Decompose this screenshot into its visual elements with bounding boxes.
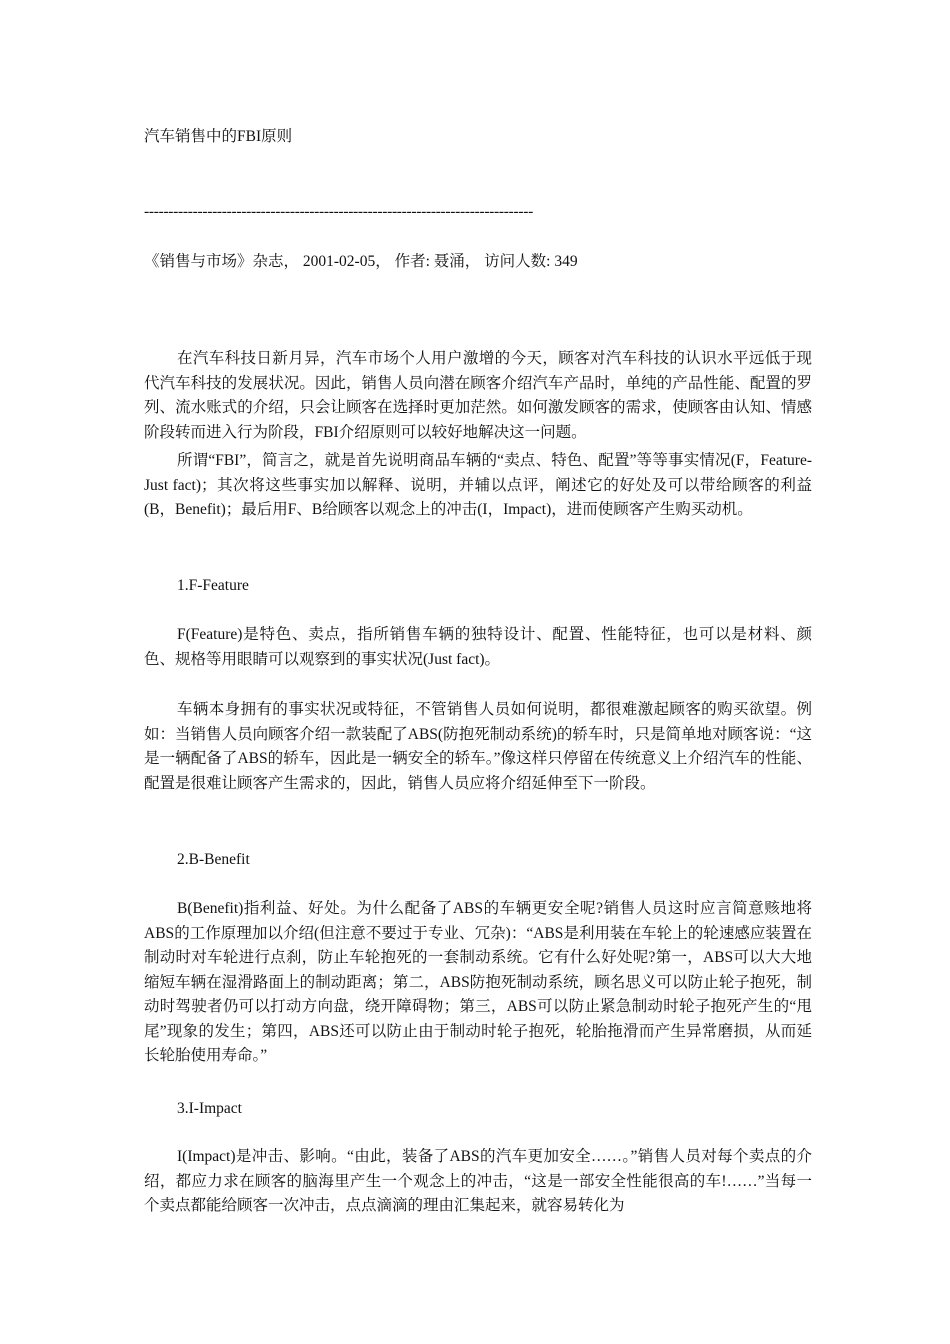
- paragraph-impact-body: I(Impact)是冲击、影响。“由此，装备了ABS的汽车更加安全……。”销售人员对每个卖点的介绍，都应力求在顾客的脑海里产生一个观念上的冲击，“这是一部安全性能很高的车!……”当每一个卖点都能给顾客一次冲击，点点滴滴的理由汇集起来，就容易转化为: [144, 1148, 812, 1214]
- paragraph-feature-definition: F(Feature)是特色、卖点，指所销售车辆的独特设计、配置、性能特征，也可以是材料、颜色、规格等用眼睛可以观察到的事实状况(Just fact)。: [144, 626, 812, 668]
- paragraph-intro: 在汽车科技日新月异，汽车市场个人用户激增的今天，顾客对汽车科技的认识水平远低于现代汽车科技的发展状况。因此，销售人员向潜在顾客介绍汽车产品时，单纯的产品性能、配置的罗列、流水账式的介绍，只会让顾客在选择时更加茫然。如何激发顾客的需求，使顾客由认知、情感阶段转而进入行为阶段，FBI介绍原则可以较好地解决这一问题。: [144, 350, 812, 441]
- paragraph-feature-body: 车辆本身拥有的事实状况或特征，不管销售人员如何说明，都很难激起顾客的购买欲望。例如：当销售人员向顾客介绍一款装配了ABS(防抱死制动系统)的轿车时，只是简单地对顾客说：“这是一辆配备了ABS的轿车，因此是一辆安全的轿车。”像这样只停留在传统意义上介绍汽车的性能、配置是很难让顾客产生需求的，因此，销售人员应将介绍延伸至下一阶段。: [144, 701, 812, 792]
- divider: --------------------------------------------------------------------------------: [144, 203, 533, 220]
- document-title: 汽车销售中的FBI原则: [144, 128, 293, 145]
- heading-impact: 3.I-Impact: [177, 1100, 242, 1117]
- heading-feature: 1.F-Feature: [177, 577, 249, 594]
- paragraph-benefit-body: B(Benefit)指利益、好处。为什么配备了ABS的车辆更安全呢?销售人员这时应言简意赅地将ABS的工作原理加以介绍(但注意不要过于专业、冗杂)：“ABS是利用装在车轮上的轮速感应装置在制动时对车轮进行点刹，防止车轮抱死的一套制动系统。它有什么好处呢?第一，ABS可以大大地缩短车辆在湿滑路面上的制动距离；第二，ABS防抱死制动系统，顾名思义可以防止轮子抱死，制动时驾驶者仍可以打动方向盘，绕开障碍物；第三，ABS可以防止紧急制动时轮子抱死产生的“甩尾”现象的发生；第四，ABS还可以防止由于制动时轮子抱死，轮胎拖滑而产生异常磨损，从而延长轮胎使用寿命。”: [144, 900, 812, 1064]
- article-meta: 《销售与市场》杂志， 2001-02-05， 作者: 聂涌， 访问人数: 349: [144, 253, 578, 270]
- paragraph-definition: 所谓“FBI”，简言之，就是首先说明商品车辆的“卖点、特色、配置”等等事实情况(F，Feature-Just fact)；其次将这些事实加以解释、说明，并辅以点评，阐述它的好处及可以带给顾客的利益(B，Benefit)；最后用F、B给顾客以观念上的冲击(I，Impact)，进而使顾客产生购买动机。: [144, 452, 812, 518]
- heading-benefit: 2.B-Benefit: [177, 851, 250, 868]
